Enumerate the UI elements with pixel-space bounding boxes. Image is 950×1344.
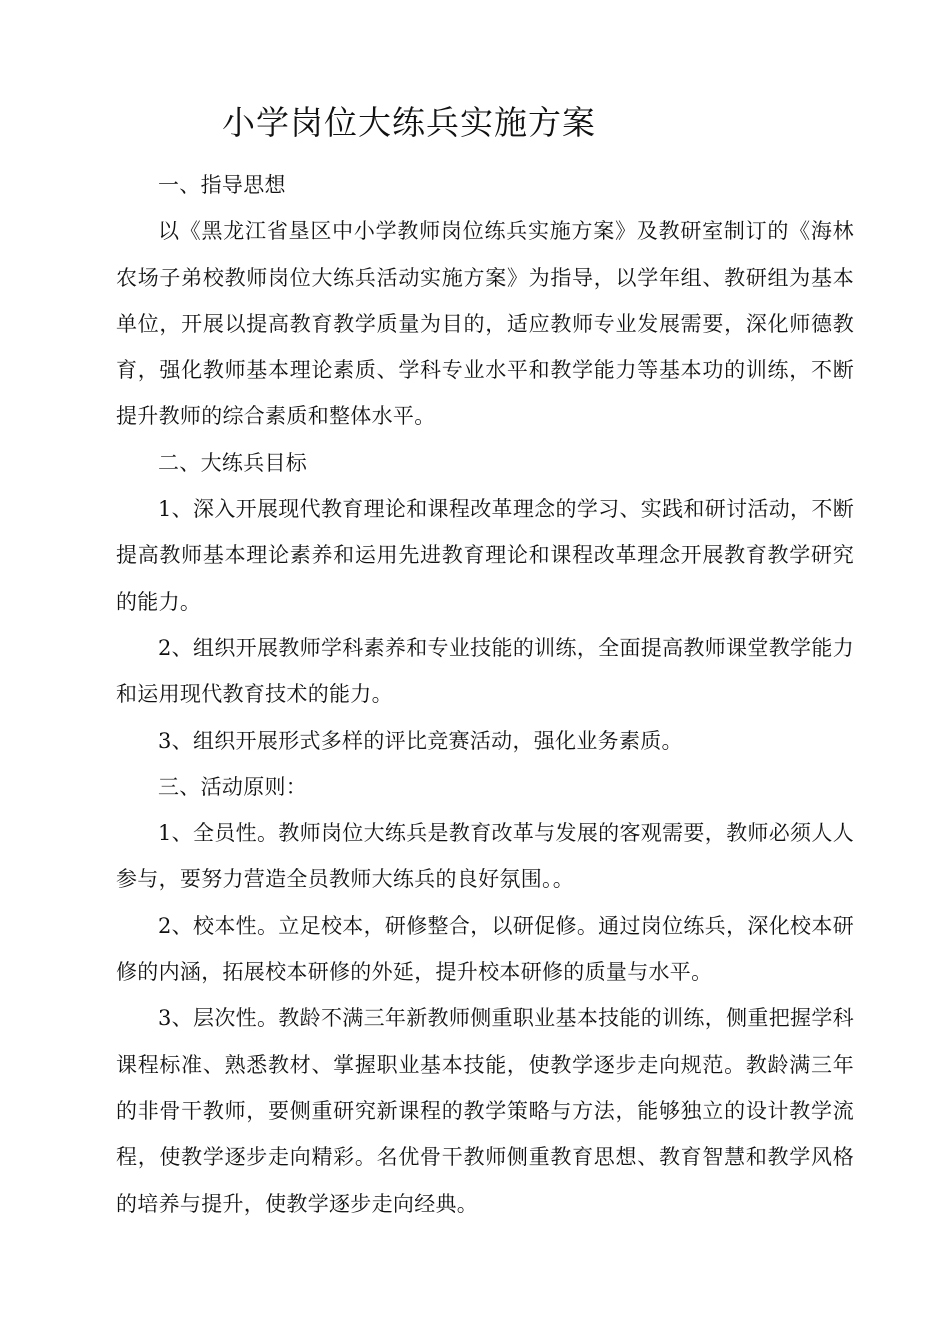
paragraph-guiding-ideology: 以《黑龙江省垦区中小学教师岗位练兵实施方案》及教研室制订的《海林农场子弟校教师岗位大练兵活动实施方案》为指导，以学年组、教研组为基本单位，开展以提高教育教学质量为目的，适应教师专业发展需要，深化师德教育，强化教师基本理论素质、学科专业水平和教学能力等基本功的训练，不断提升教师的综合素质和整体水平。 (116, 219, 854, 429)
goal-item-3: 3、组织开展形式多样的评比竞赛活动，强化业务素质。 (158, 728, 683, 753)
section-heading-training-goals: 二、大练兵目标 (158, 450, 308, 475)
section-heading-activity-principles: 三、活动原则： (158, 774, 308, 799)
principle-item-3: 3、层次性。教龄不满三年新教师侧重职业基本技能的训练，侧重把握学科课程标准、熟悉教材、掌握职业基本技能，使教学逐步走向规范。教龄满三年的非骨干教师，要侧重研究新课程的教学策略与方法，能够独立的设计教学流程，使教学逐步走向精彩。名优骨干教师侧重教育思想、教育智慧和教学风格的培养与提升，使教学逐步走向经典。 (116, 1006, 854, 1216)
document-title: 小学岗位大练兵实施方案 (222, 103, 596, 142)
document-body (116, 162, 854, 1227)
section-heading-guiding-ideology: 一、指导思想 (158, 173, 286, 197)
goal-item-2: 2、组织开展教师学科素养和专业技能的训练，全面提高教师课堂教学能力和运用现代教育技术的能力。 (116, 635, 854, 707)
goal-item-1: 1、深入开展现代教育理论和课程改革理念的学习、实践和研讨活动，不断提高教师基本理论素养和运用先进教育理论和课程改革理念开展教育教学研究的能力。 (116, 497, 854, 614)
principle-item-1: 1、全员性。教师岗位大练兵是教育改革与发展的客观需要，教师必须人人参与，要努力营造全员教师大练兵的良好氛围。。 (116, 821, 854, 892)
principle-item-2: 2、校本性。立足校本，研修整合，以研促修。通过岗位练兵，深化校本研修的内涵，拓展校本研修的外延，提升校本研修的质量与水平。 (116, 913, 854, 985)
